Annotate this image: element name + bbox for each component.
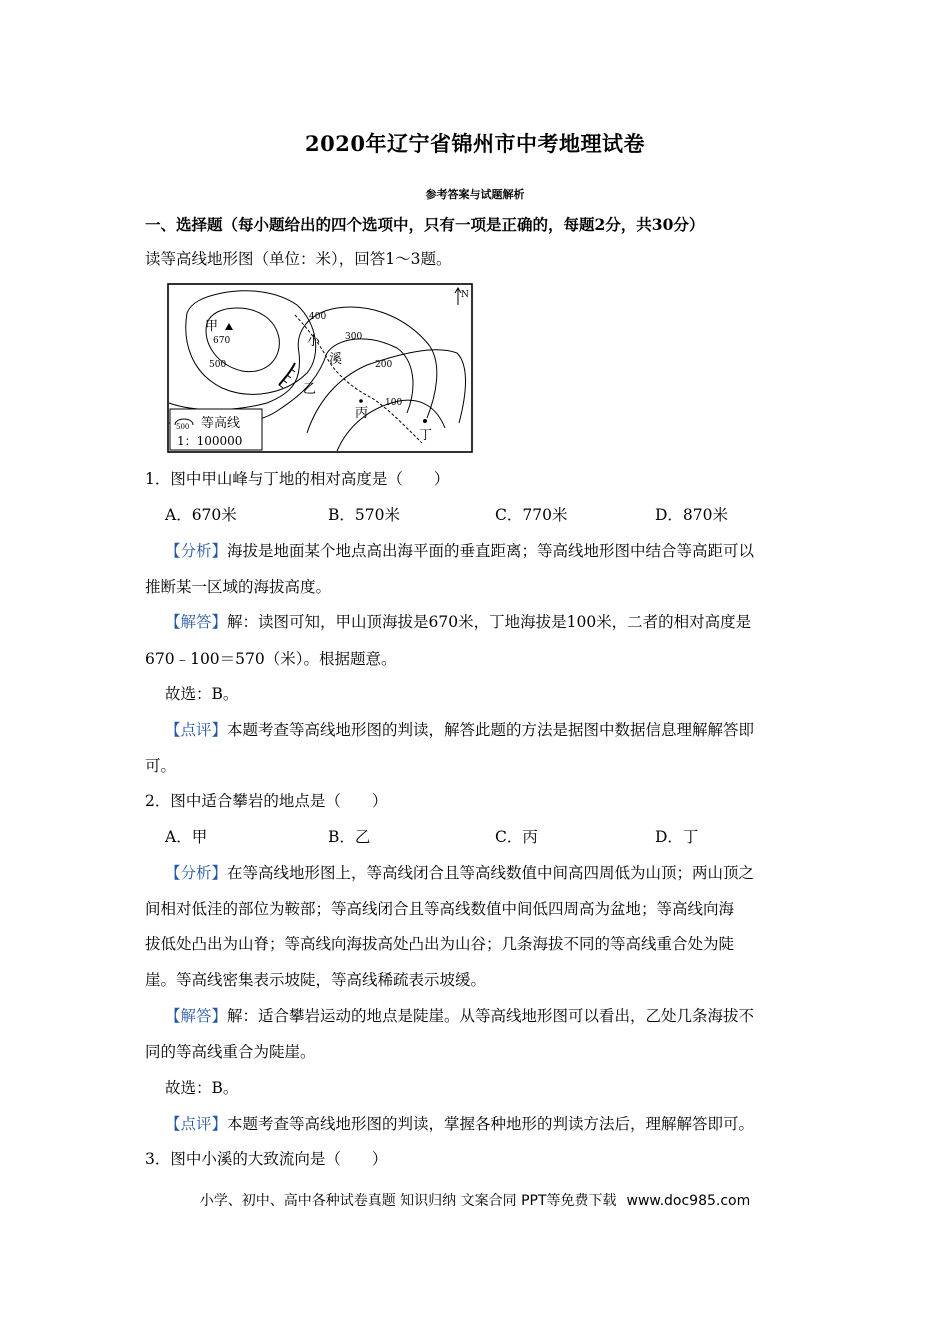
q1-option-c: C．770米 bbox=[495, 506, 568, 524]
label-400: 400 bbox=[309, 312, 327, 322]
page-footer bbox=[0, 1190, 950, 1210]
label-670: 670 bbox=[213, 336, 231, 346]
q2-analysis-line-3: 拔低处凸出为山脊；等高线向海拔高处凸出为山谷；几条海拔不同的等高线重合处为陡 bbox=[145, 935, 735, 953]
q2-option-c: C．丙 bbox=[495, 828, 538, 846]
answer-tag: 【解答】 bbox=[165, 1007, 228, 1025]
q2-answer bbox=[165, 1005, 754, 1027]
legend-scale: 1：100000 bbox=[177, 434, 243, 448]
comment-tag: 【点评】 bbox=[165, 721, 228, 739]
q2-stem: 2．图中适合攀岩的地点是（ ） bbox=[145, 792, 388, 810]
answer-tag: 【解答】 bbox=[165, 613, 228, 631]
label-stream-2: 溪 bbox=[329, 352, 343, 367]
q1-analysis-line-1: 海拔是地面某个地点高出海平面的垂直距离；等高线地形图中结合等高距可以 bbox=[227, 542, 755, 560]
q1-option-b: B．570米 bbox=[328, 506, 400, 524]
q2-choice: 故选：B。 bbox=[165, 1079, 239, 1097]
q2-analysis bbox=[165, 862, 754, 884]
legend-value: 500 bbox=[176, 423, 190, 431]
q1-choice: 故选：B。 bbox=[165, 685, 239, 703]
legend-text: 等高线 bbox=[201, 416, 241, 431]
q3-stem: 3．图中小溪的大致流向是（ ） bbox=[145, 1150, 388, 1168]
q1-analysis-line-2: 推断某一区域的海拔高度。 bbox=[145, 578, 332, 596]
footer-text: 小学、初中、高中各种试卷真题 知识归纳 文案合同 PPT等免费下载 bbox=[199, 1193, 617, 1209]
section-heading: 一、选择题（每小题给出的四个选项中，只有一项是正确的，每题2分，共30分） bbox=[145, 215, 705, 234]
q1-option-a: A．670米 bbox=[165, 506, 237, 524]
q1-answer bbox=[165, 611, 751, 633]
q2-option-b: B．乙 bbox=[328, 828, 371, 846]
q1-answer-line-1: 解：读图可知，甲山顶海拔是670米，丁地海拔是100米，二者的相对高度是 bbox=[227, 613, 752, 631]
analysis-tag: 【分析】 bbox=[165, 542, 228, 560]
q2-answer-line-1: 解：适合攀岩运动的地点是陡崖。从等高线地形图可以看出，乙处几条海拔不 bbox=[227, 1007, 755, 1025]
q2-comment bbox=[165, 1113, 754, 1135]
comment-tag: 【点评】 bbox=[165, 1115, 228, 1133]
label-100: 100 bbox=[385, 398, 403, 408]
label-200: 200 bbox=[375, 360, 393, 370]
intro-text: 读等高线地形图（单位：米），回答1～3题。 bbox=[145, 250, 452, 268]
q1-comment bbox=[165, 719, 754, 741]
label-yi: 乙 bbox=[303, 382, 317, 397]
label-jia: 甲 bbox=[205, 319, 219, 334]
q1-answer-line-2: 670﹣100＝570（米）。根据题意。 bbox=[145, 650, 397, 668]
q1-stem: 1．图中甲山峰与丁地的相对高度是（ ） bbox=[145, 470, 450, 488]
q2-analysis-line-4: 崖。等高线密集表示坡陡，等高线稀疏表示坡缓。 bbox=[145, 971, 487, 989]
label-ding: 丁 bbox=[419, 428, 433, 443]
point-ding bbox=[423, 419, 427, 423]
q2-analysis-line-1: 在等高线地形图上，等高线闭合且等高线数值中间高四周低为山顶；两山顶之 bbox=[227, 864, 755, 882]
analysis-tag: 【分析】 bbox=[165, 864, 228, 882]
contour-map bbox=[167, 283, 473, 453]
q1-comment-line-1: 本题考查等高线地形图的判读，解答此题的方法是据图中数据信息理解解答即 bbox=[227, 721, 755, 739]
label-stream-1: 小 bbox=[307, 334, 321, 349]
cliff-hatching bbox=[279, 369, 295, 388]
footer-url[interactable]: www.doc985.com bbox=[626, 1193, 751, 1209]
q1-comment-line-2: 可。 bbox=[145, 757, 177, 775]
label-300: 300 bbox=[345, 332, 363, 342]
page-subtitle: 参考答案与试题解析 bbox=[425, 188, 525, 201]
cliff-mark bbox=[279, 363, 295, 385]
point-bing bbox=[359, 399, 363, 403]
q1-option-d: D．870米 bbox=[655, 506, 729, 524]
north-label: N bbox=[461, 290, 469, 300]
q2-option-d: D．丁 bbox=[655, 828, 699, 846]
label-bing: 丙 bbox=[355, 406, 369, 421]
page-title: 2020年辽宁省锦州市中考地理试卷 bbox=[305, 131, 645, 156]
q2-answer-line-2: 同的等高线重合为陡崖。 bbox=[145, 1043, 316, 1061]
q1-analysis bbox=[165, 540, 754, 562]
q2-analysis-line-2: 间相对低洼的部位为鞍部；等高线闭合且等高线数值中间低四周高为盆地；等高线向海 bbox=[145, 900, 735, 918]
q2-option-a: A．甲 bbox=[165, 828, 208, 846]
q2-comment-line-1: 本题考查等高线地形图的判读，掌握各种地形的判读方法后，理解解答即可。 bbox=[227, 1115, 755, 1133]
label-500: 500 bbox=[209, 360, 227, 370]
summit-triangle bbox=[225, 323, 233, 330]
